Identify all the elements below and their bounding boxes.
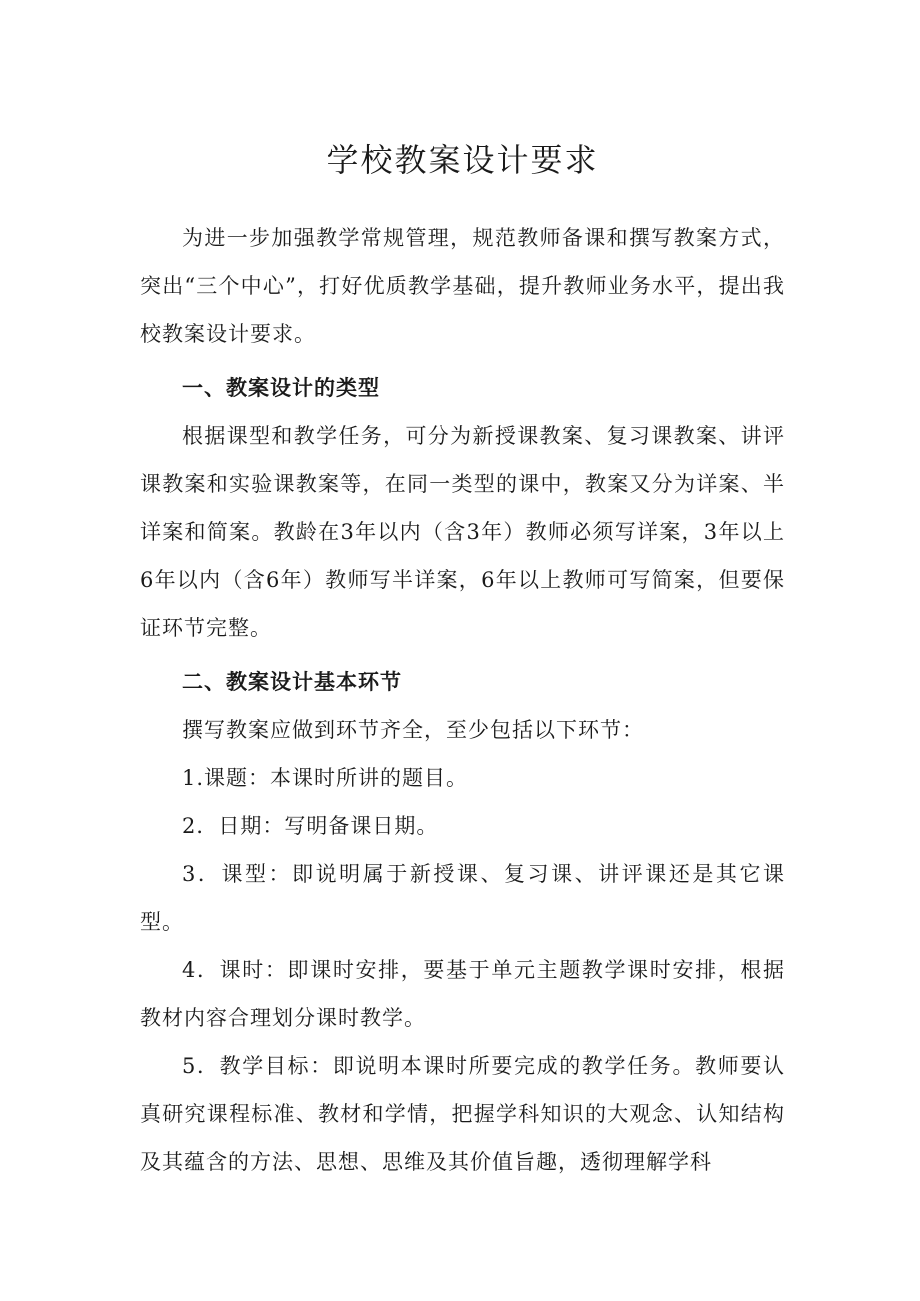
section-body-types: 根据课型和教学任务，可分为新授课教案、复习课教案、讲评课教案和实验课教案等，在同一类型的课中，教案又分为详案、半详案和简案。教龄在3年以内（含3年）教师必须写详案，3年以上6年以内（含6年）教师写半详案，6年以上教师可写简案，但要保证环节完整。	[140, 424, 785, 640]
section-heading-steps: 二、教案设计基本环节	[182, 670, 402, 694]
list-item-lesson-type: 3．课型：即说明属于新授课、复习课、讲评课还是其它课型。	[140, 862, 785, 934]
intro-paragraph: 为进一步加强教学常规管理，规范教师备课和撰写教案方式，突出“三个中心”，打好优质教学基础，提升教师业务水平，提出我校教案设计要求。	[140, 226, 785, 346]
list-item-objectives: 5．教学目标：即说明本课时所要完成的教学任务。教师要认真研究课程标准、教材和学情，把握学科知识的大观念、认知结构及其蕴含的方法、思想、思维及其价值旨趣，透彻理解学科	[140, 1054, 785, 1174]
document-title: 学校教案设计要求	[326, 141, 599, 179]
document-page	[140, 130, 785, 1186]
list-item-topic: 1.课题：本课时所讲的题目。	[182, 766, 469, 790]
section-heading-types: 一、教案设计的类型	[182, 376, 380, 400]
section-lead-steps: 撰写教案应做到环节齐全，至少包括以下环节：	[182, 718, 644, 742]
list-item-class-hours: 4．课时：即课时安排，要基于单元主题教学课时安排，根据教材内容合理划分课时教学。	[140, 958, 785, 1030]
list-item-date: 2．日期：写明备课日期。	[182, 814, 439, 838]
